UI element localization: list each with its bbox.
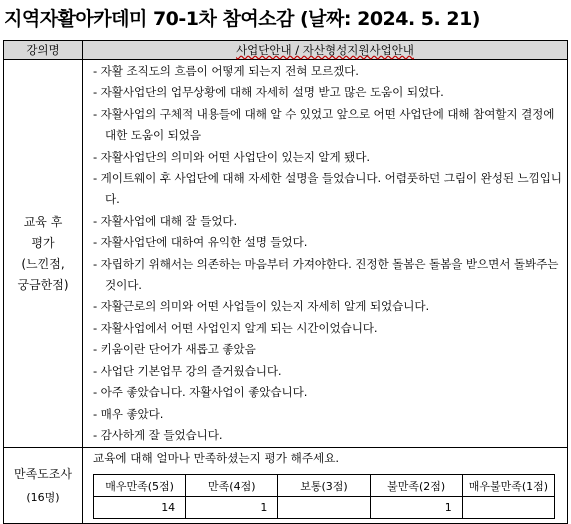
list-item: - 사업단 기본업무 강의 즐거웠습니다. (83, 361, 567, 382)
rating-header-1: 매우불만족(1점) (462, 475, 554, 497)
list-item: - 자활사업단의 업무상황에 대해 자세히 설명 받고 많은 도움이 되었다. (83, 82, 567, 103)
page-title: 지역자활아카데미 70-1차 참여소감 (날짜: 2024. 5. 21) (4, 8, 480, 30)
rating-header-4: 만족(4점) (186, 475, 278, 497)
list-item: - 자활사업에서 어떤 사업인지 알게 되는 시간이었습니다. (83, 318, 567, 339)
list-item: - 감사하게 잘 들었습니다. (83, 425, 567, 446)
satisfaction-value-row (94, 497, 555, 519)
feedback-row (4, 60, 568, 448)
list-item: - 자활근로의 의미와 어떤 사업들이 있는지 자세히 알게 되었습니다. (83, 296, 567, 317)
list-item: - 자활사업단에 대하여 유익한 설명 들었다. (83, 232, 567, 253)
feedback-label: 교육 후 평가 (느낀점, 궁금한점) (4, 60, 83, 448)
header-lecture-title: 사업단안내 / 자산형성지원사업안내 (83, 41, 568, 60)
satisfaction-table (93, 474, 555, 519)
respondent-count: (16명) (26, 490, 60, 504)
satisfaction-label: 만족도조사 (14, 466, 72, 481)
satisfaction-content (83, 448, 568, 524)
feedback-list-cell (83, 60, 568, 448)
rating-value-1 (462, 497, 554, 519)
list-item: - 키움이란 단어가 새롭고 좋았음 (83, 339, 567, 360)
list-item: - 자활사업단의 의미와 어떤 사업단이 있는지 알게 됐다. (83, 147, 567, 168)
list-item: - 자활 조직도의 흐름이 어떻게 되는지 전혀 모르겠다. (83, 61, 567, 82)
rating-header-2: 불만족(2점) (370, 475, 462, 497)
satisfaction-header-row (94, 475, 555, 497)
rating-value-4: 1 (186, 497, 278, 519)
satisfaction-row (4, 448, 568, 524)
list-item: - 매우 좋았다. (83, 404, 567, 425)
feedback-list (83, 60, 567, 447)
list-item: - 게이트웨이 후 사업단에 대해 자세한 설명을 들었습니다. 어렴풋하던 그림이 완성된 느낌입니다. (83, 168, 567, 211)
list-item: - 아주 좋았습니다. 자활사업이 좋았습니다. (83, 382, 567, 403)
satisfaction-prompt: 교육에 대해 얼마나 만족하셨는지 평가 해주세요. (93, 451, 340, 466)
header-lecture-name: 강의명 (4, 41, 83, 60)
rating-header-5: 매우만족(5점) (94, 475, 186, 497)
rating-value-5: 14 (94, 497, 186, 519)
header-row (4, 41, 568, 60)
rating-value-3 (278, 497, 370, 519)
list-item: - 자활사업에 대해 잘 들었다. (83, 211, 567, 232)
survey-table (3, 40, 568, 524)
list-item: - 자활사업의 구체적 내용들에 대해 알 수 있었고 앞으로 어떤 사업단에 대해 참여할지 결정에 대한 도움이 되었음 (83, 104, 567, 147)
rating-value-2: 1 (370, 497, 462, 519)
list-item: - 자립하기 위해서는 의존하는 마음부터 가져야한다. 진정한 돌봄은 돌봄을 받으면서 돌봐주는 것이다. (83, 254, 567, 297)
satisfaction-label-cell (4, 448, 83, 524)
rating-header-3: 보통(3점) (278, 475, 370, 497)
